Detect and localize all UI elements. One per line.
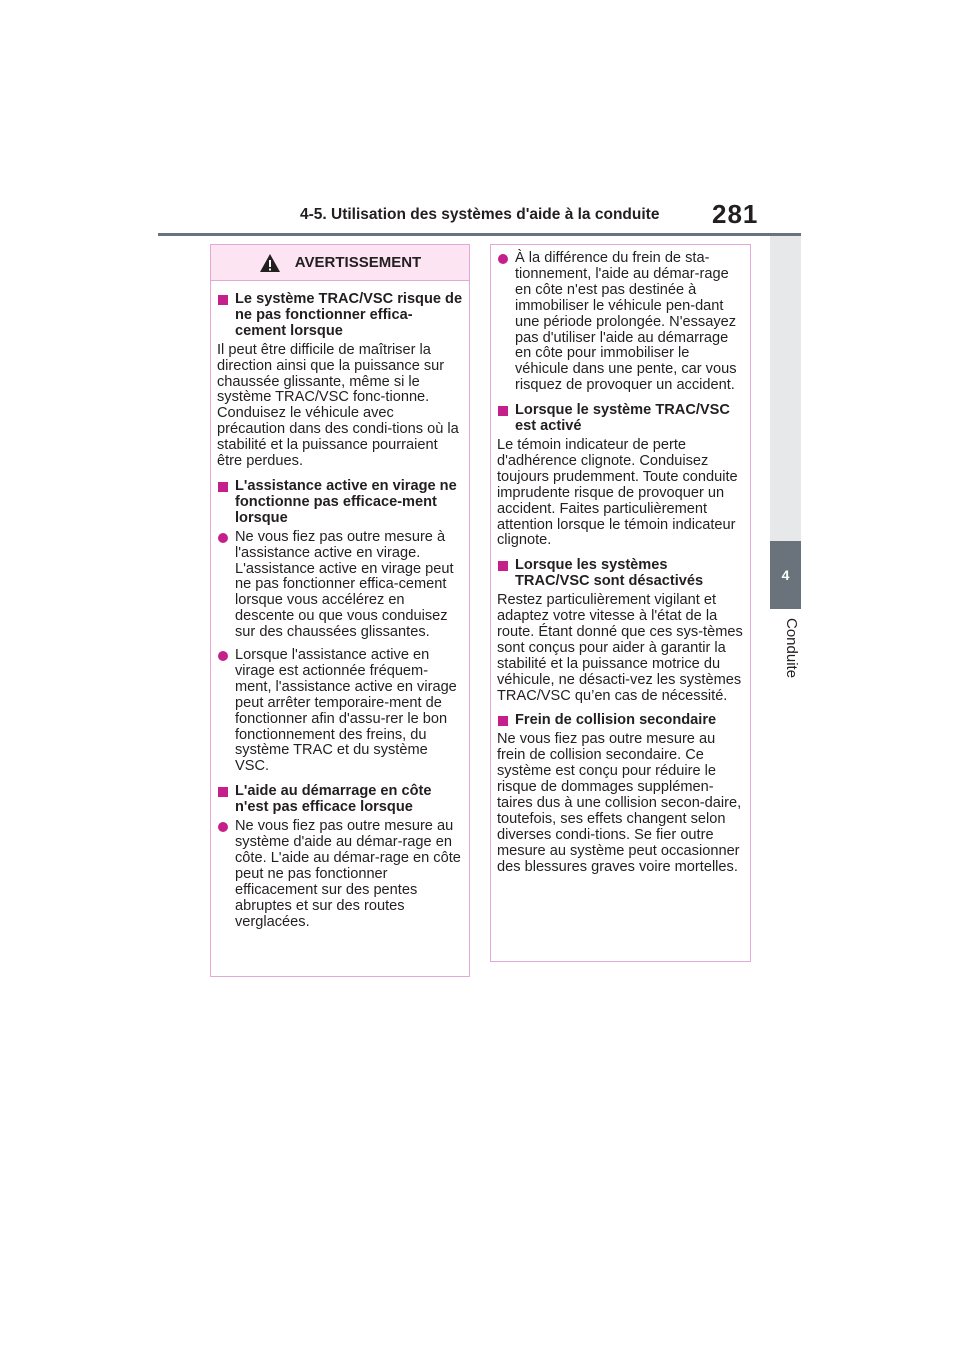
- bullet-hill-start-2: À la différence du frein de sta-tionnement, l'aide au démar-rage en côte n'est pas destinée à immobiliser le véhicule pen-dant une période prolongée. N'essayez pas d'utiliser l'aide au démarrage en côte pour immobiliser le véhicule dans une pente, car vous risquez de provoquer un accident.: [497, 251, 744, 394]
- warning-header: [211, 245, 469, 281]
- heading-trac-vsc-risk: Le système TRAC/VSC risque de ne pas fonctionner effica-cement lorsque: [217, 292, 463, 340]
- heading-active-cornering: L'assistance active en virage ne fonctionne pas efficace-ment lorsque: [217, 479, 463, 527]
- heading-trac-vsc-active: Lorsque le système TRAC/VSC est activé: [497, 403, 744, 435]
- section-title: 4-5. Utilisation des systèmes d'aide à la conduite: [300, 206, 660, 223]
- warning-content-left: [211, 281, 469, 930]
- heading-trac-vsc-off: Lorsque les systèmes TRAC/VSC sont désactivés: [497, 558, 744, 590]
- side-tab-rule: [770, 236, 801, 541]
- paragraph-trac-vsc-off: Restez particulièrement vigilant et adaptez votre vitesse à l'état de la route. Étant donné que ces sys-tèmes sont conçus pour aider à garantir la stabilité et la puissance motrice du véhicule, ne désacti-vez les systèmes TRAC/VSC qu’en cas de nécessité.: [497, 592, 743, 704]
- warning-box: [210, 244, 470, 977]
- bullet-hill-start-1: Ne vous fiez pas outre mesure au système d'aide au démar-rage en côte. L'aide au démar-rage en côte peut ne pas fonctionner efficacement sur des pentes abruptes et sur des routes verglacées.: [217, 819, 463, 930]
- paragraph-trac-vsc-active: Le témoin indicateur de perte d'adhérence clignote. Conduisez toujours prudemment. Toute conduite imprudente risque de provoquer un accident. Faites particulièrement attention lorsque le témoin indicateur clignote.: [497, 436, 738, 549]
- heading-secondary-collision-brake: Frein de collision secondaire: [497, 713, 744, 729]
- page-number: 281: [712, 199, 759, 229]
- paragraph-trac-vsc-risk: Il peut être difficile de maîtriser la direction ainsi que la puissance sur chaussée glissante, même si le système TRAC/VSC fonc-tionne. Conduisez le véhicule avec précaution dans des condi-tions où la stabilité et la puissance pourraient être perdues.: [217, 341, 459, 470]
- chapter-label: Conduite: [783, 618, 800, 679]
- warning-box-continued: [490, 244, 751, 962]
- header-rule: [158, 233, 801, 236]
- heading-hill-start: L'aide au démarrage en côte n'est pas efficace lorsque: [217, 784, 463, 816]
- warning-title: AVERTISSEMENT: [294, 254, 422, 271]
- paragraph-secondary-collision-brake: Ne vous fiez pas outre mesure au frein de collision secondaire. Ce système est conçu pour réduire le risque de dommages supplémen-taires dus à une collision secon-daire, toutefois, ses effets changent selon diverses condi-tions. Se fier outre mesure au système peut occasionner des blessures graves voire mortelles.: [497, 731, 742, 875]
- chapter-number: 4: [781, 567, 790, 583]
- warning-triangle-icon: [259, 253, 281, 273]
- chapter-tab: [770, 541, 801, 609]
- bullet-active-cornering-2: Lorsque l'assistance active en virage est actionnée fréquem-ment, l'assistance active en virage peut arrêter temporaire-ment de fonctionner afin d'assu-rer le bon fonctionnement des freins, du système TRAC et du système VSC.: [217, 648, 463, 775]
- bullet-active-cornering-1: Ne vous fiez pas outre mesure à l'assistance active en virage. L'assistance active en virage peut ne pas fonctionner effica-cement lorsque vous accélérez en descente ou que vous conduisez sur des chaussées glissantes.: [217, 530, 463, 641]
- warning-content-right: [491, 245, 750, 876]
